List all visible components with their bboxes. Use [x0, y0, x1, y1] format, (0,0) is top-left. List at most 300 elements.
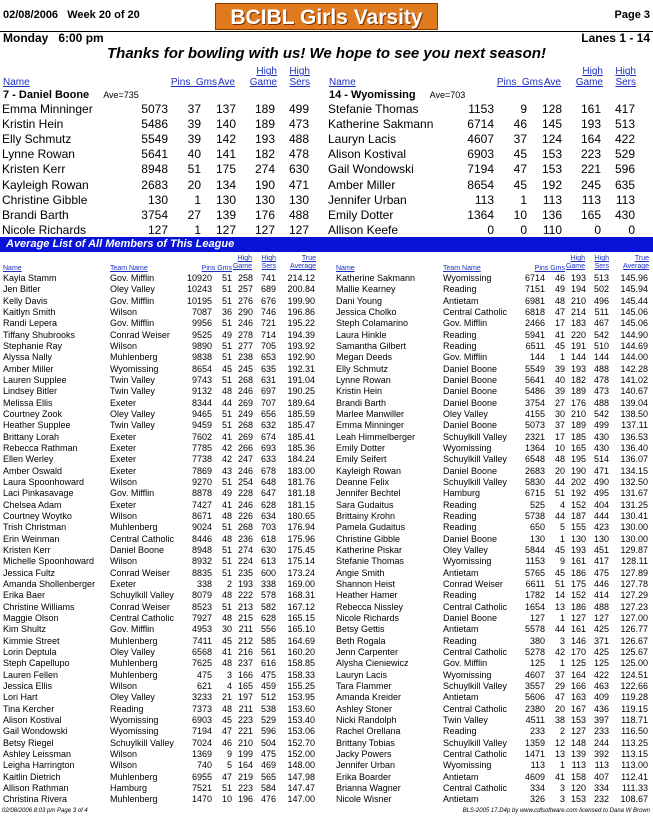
- average-row: [0, 284, 320, 295]
- high-game: 193: [570, 544, 586, 555]
- high-game: 268: [237, 420, 253, 431]
- bowler-name: Christine Gibble: [2, 192, 88, 207]
- true-average: 127.23: [620, 601, 648, 612]
- pins: 6548: [524, 454, 545, 465]
- average-row: [333, 681, 653, 692]
- high-series: 463: [593, 680, 609, 691]
- high-series: 510: [593, 340, 609, 351]
- bowler-name: Nicki Randolph: [336, 714, 397, 725]
- true-average: 169.00: [287, 578, 315, 589]
- average-row: [0, 760, 320, 771]
- bowler-name: Leigha Harrington: [3, 760, 75, 771]
- col-name: Name: [3, 77, 30, 88]
- high-series: 721: [260, 318, 276, 329]
- bowler-name: Kim Shultz: [3, 624, 47, 635]
- team-bowler-row: [326, 117, 652, 132]
- true-average: 145.96: [620, 273, 648, 283]
- high-series: 473: [288, 117, 309, 132]
- high-series: 488: [288, 207, 309, 222]
- high-series: 542: [593, 408, 609, 419]
- high-game: 175: [570, 578, 586, 589]
- games: 1: [559, 658, 565, 669]
- average-row: [333, 545, 653, 556]
- games: 10: [513, 207, 527, 222]
- team-bowler-row: [326, 147, 652, 162]
- high-game: 246: [237, 499, 253, 510]
- bowler-name: Ellen Werley: [3, 454, 54, 465]
- high-game: 213: [237, 601, 253, 612]
- true-average: 185.36: [287, 442, 315, 453]
- bowler-name: Alyssa Nally: [3, 352, 53, 363]
- high-game: 196: [237, 794, 253, 805]
- average-row: [0, 556, 320, 567]
- average: 113: [542, 192, 562, 207]
- bowler-name: Michelle Spoonhoward: [3, 556, 95, 567]
- bowler-name: Lauryn Lacis: [328, 132, 397, 147]
- games: 47: [554, 306, 565, 317]
- games: 49: [221, 488, 232, 499]
- high-game: 189: [254, 117, 275, 132]
- pins: 8671: [191, 510, 212, 521]
- average-row: [0, 420, 320, 431]
- pins: 6903: [191, 714, 212, 725]
- pins: 8344: [191, 397, 212, 408]
- true-average: 136.53: [620, 431, 648, 442]
- high-series: 678: [260, 465, 276, 476]
- team-name: Twin Valley: [110, 420, 155, 431]
- bowler-name: Laura Spoonhoward: [3, 476, 85, 487]
- pins: 7927: [191, 612, 212, 623]
- true-average: 125.00: [620, 658, 648, 669]
- team-name: Daniel Boone: [443, 612, 498, 623]
- high-series: 144: [593, 352, 609, 363]
- games: 27: [554, 397, 565, 408]
- team-bowler-row: [326, 193, 652, 208]
- high-game: 220: [570, 329, 586, 340]
- team-name: Central Catholic: [443, 703, 508, 714]
- pins: 7869: [191, 465, 212, 476]
- average-row: [333, 794, 653, 805]
- average-row: [333, 738, 653, 749]
- high-series: 707: [260, 397, 276, 408]
- team-name: Wilson: [110, 476, 138, 487]
- games: 13: [554, 748, 565, 759]
- average-row: [0, 624, 320, 635]
- team-name: Oley Valley: [110, 284, 155, 295]
- pins: 130: [147, 192, 168, 207]
- team-name: Conrad Weiser: [110, 329, 170, 340]
- high-game: 274: [254, 162, 275, 177]
- games: 45: [513, 177, 527, 192]
- games: 39: [554, 363, 565, 374]
- average-row: [0, 670, 320, 681]
- team-bowler-row: [0, 193, 326, 208]
- true-average: 132.50: [620, 476, 648, 487]
- avg-col-high-sers: High Sers: [594, 255, 609, 270]
- bowler-name: Kaitlin Dietrich: [3, 771, 61, 782]
- bowler-name: Katherine Piskar: [336, 544, 403, 555]
- games: 45: [221, 714, 232, 725]
- true-average: 145.06: [620, 318, 648, 329]
- average: 142: [215, 132, 236, 147]
- team-name: Twin Valley: [110, 386, 155, 397]
- bowler-name: Lauren Fellen: [3, 669, 59, 680]
- pins: 4155: [524, 408, 545, 419]
- games: 48: [221, 533, 232, 544]
- high-game: 190: [570, 465, 586, 476]
- avg-col-high-game: High Game: [232, 255, 252, 270]
- true-average: 127.29: [620, 590, 648, 601]
- games: 51: [221, 352, 232, 363]
- high-game: 158: [570, 771, 586, 782]
- high-game: 163: [570, 692, 586, 703]
- games: 4: [226, 680, 232, 691]
- true-average: 148.00: [287, 760, 315, 771]
- average-row: [0, 500, 320, 511]
- high-game: 249: [237, 408, 253, 419]
- avg-col-team: Team Name: [443, 265, 481, 272]
- high-game: 223: [237, 782, 253, 793]
- games: 44: [554, 624, 565, 635]
- games: 46: [221, 737, 232, 748]
- high-game: 210: [570, 408, 586, 419]
- true-average: 153.60: [287, 703, 315, 714]
- bowler-name: Kristen Kerr: [3, 544, 51, 555]
- team-name: Reading: [443, 340, 477, 351]
- high-series: 529: [614, 147, 635, 162]
- games: 48: [221, 590, 232, 601]
- average-row: [333, 273, 653, 284]
- pins: 9459: [191, 420, 212, 431]
- games: 41: [554, 329, 565, 340]
- high-series: 233: [593, 726, 609, 737]
- high-series: 130: [593, 533, 609, 544]
- games: 51: [221, 408, 232, 419]
- pins: 10243: [186, 284, 212, 295]
- team-name: Muhlenberg: [110, 635, 158, 646]
- high-series: 502: [593, 284, 609, 295]
- bowler-name: Emily Dotter: [328, 207, 394, 222]
- pins: 144: [529, 352, 545, 363]
- pins: 4511: [525, 714, 545, 725]
- true-average: 136.07: [620, 454, 648, 465]
- high-game: 144: [570, 352, 586, 363]
- average-row: [333, 704, 653, 715]
- average-row: [0, 352, 320, 363]
- high-series: 676: [260, 295, 276, 306]
- high-game: 223: [580, 147, 601, 162]
- pins: 475: [196, 669, 212, 680]
- pins: 6955: [191, 771, 212, 782]
- average-row: [0, 488, 320, 499]
- games: 27: [187, 207, 201, 222]
- high-series: 705: [260, 340, 276, 351]
- high-series: 648: [260, 476, 276, 487]
- true-average: 155.25: [287, 680, 315, 691]
- true-average: 176.94: [287, 522, 315, 533]
- bowler-name: Stephanie Ray: [3, 340, 63, 351]
- team-name: Reading: [443, 499, 477, 510]
- team-average: Ave=735: [103, 90, 139, 100]
- high-series: 471: [288, 177, 309, 192]
- high-series: 628: [260, 499, 276, 510]
- games: 40: [187, 147, 201, 162]
- games: 51: [221, 556, 232, 567]
- page-header: [0, 0, 653, 32]
- high-game: 224: [237, 556, 253, 567]
- games: 42: [221, 454, 232, 465]
- pins: 9465: [191, 408, 212, 419]
- team-name: Exeter: [110, 578, 137, 589]
- average-row: [333, 375, 653, 386]
- high-game: 191: [570, 340, 586, 351]
- high-game: 186: [570, 601, 586, 612]
- bowler-name: Courtney Zook: [3, 408, 63, 419]
- bowler-name: Amber Miller: [328, 177, 396, 192]
- average-row: [333, 613, 653, 624]
- pins: 6818: [524, 306, 545, 317]
- team-name: Daniel Boone: [443, 533, 498, 544]
- bowler-name: Melissa Ellis: [3, 397, 53, 408]
- bowler-name: Kristen Kerr: [2, 162, 66, 177]
- high-game: 221: [237, 726, 253, 737]
- true-average: 192.31: [287, 363, 315, 374]
- true-average: 108.67: [620, 794, 648, 805]
- high-game: 161: [580, 102, 601, 116]
- high-game: 246: [237, 318, 253, 329]
- games: 46: [513, 117, 527, 132]
- average-row: [0, 738, 320, 749]
- high-series: 423: [593, 522, 609, 533]
- high-series: 244: [593, 737, 609, 748]
- games: 20: [187, 177, 201, 192]
- pins: 9132: [191, 386, 212, 397]
- pins: 4607: [467, 132, 494, 147]
- bowler-name: Elly Schmutz: [336, 363, 389, 374]
- average-row: [333, 284, 653, 295]
- pins: 6511: [525, 340, 545, 351]
- pins: 7427: [191, 499, 212, 510]
- games: 51: [187, 162, 201, 177]
- high-series: 512: [260, 692, 276, 703]
- true-average: 152.70: [287, 737, 315, 748]
- average-row: [333, 296, 653, 307]
- true-average: 167.12: [287, 601, 315, 612]
- games: 51: [221, 340, 232, 351]
- bowler-name: Gail Wondowski: [328, 162, 414, 177]
- bowler-name: Allison Rathman: [3, 782, 69, 793]
- average-row: [333, 760, 653, 771]
- team-name: Wilson: [110, 680, 138, 691]
- high-series: 459: [260, 680, 276, 691]
- pins: 2683: [524, 465, 545, 476]
- pins: 621: [196, 680, 212, 691]
- pins: 8079: [191, 590, 212, 601]
- average-row: [333, 477, 653, 488]
- high-game: 189: [570, 386, 586, 397]
- team-name: Gov. Mifflin: [110, 295, 155, 306]
- bowler-name: Laura Hinkle: [336, 329, 387, 340]
- pins: 7785: [191, 442, 212, 453]
- bowler-name: Nicole Richards: [2, 222, 87, 237]
- true-average: 131.25: [620, 499, 648, 510]
- pins: 113: [474, 192, 494, 207]
- high-series: 475: [260, 669, 276, 680]
- games: 9: [226, 748, 232, 759]
- high-series: 475: [260, 748, 276, 759]
- team-name: Oley Valley: [110, 646, 155, 657]
- team-name: Wyomissing: [110, 726, 159, 737]
- high-series: 511: [594, 306, 609, 317]
- average-row: [333, 364, 653, 375]
- team-name: Wilson: [110, 556, 138, 567]
- team-bowler-row: [0, 208, 326, 223]
- team-name: Wilson: [110, 510, 138, 521]
- bowler-name: Steph Colamarino: [336, 318, 409, 329]
- pins: 6611: [525, 578, 545, 589]
- high-series: 446: [593, 578, 609, 589]
- bowler-name: Sara Gudaitus: [336, 499, 394, 510]
- high-game: 221: [580, 162, 601, 177]
- high-game: 127: [570, 726, 586, 737]
- team-name: Reading: [443, 510, 477, 521]
- games: 44: [554, 476, 565, 487]
- high-series: 469: [260, 760, 276, 771]
- pins: 338: [196, 578, 212, 589]
- high-game: 192: [570, 488, 586, 499]
- high-game: 120: [570, 782, 586, 793]
- bowler-name: Jennifer Urban: [328, 192, 407, 207]
- high-series: 130: [288, 192, 309, 207]
- bowler-name: Brittany Tobias: [336, 737, 395, 748]
- average-row: [333, 341, 653, 352]
- average-row: [0, 545, 320, 556]
- bowler-name: Lori Hart: [3, 692, 38, 703]
- high-game: 268: [237, 522, 253, 533]
- team-name: Muhlenberg: [110, 352, 158, 363]
- true-average: 137.11: [621, 420, 648, 431]
- team-name: Muhlenberg: [110, 794, 158, 805]
- bowler-name: Kayleigh Rowan: [336, 465, 402, 476]
- bowler-name: Beth Rogala: [336, 635, 386, 646]
- true-average: 164.69: [287, 635, 315, 646]
- pins: 5941: [524, 329, 545, 340]
- pins: 10195: [186, 295, 212, 306]
- games: 3: [559, 794, 565, 805]
- high-series: 113: [594, 760, 609, 771]
- true-average: 134.15: [620, 465, 648, 476]
- high-series: 409: [593, 692, 609, 703]
- games: 38: [554, 714, 565, 725]
- pins: 6903: [467, 147, 494, 162]
- games: 49: [554, 284, 565, 295]
- high-game: 257: [237, 284, 253, 295]
- pins: 127: [529, 612, 545, 623]
- true-average: 191.04: [287, 374, 315, 385]
- high-game: 152: [570, 499, 586, 510]
- pins: 113: [530, 760, 545, 771]
- pins: 10920: [186, 273, 212, 283]
- true-average: 168.31: [287, 590, 315, 601]
- high-series: 689: [260, 284, 276, 295]
- average-row: [333, 330, 653, 341]
- games: 30: [221, 624, 232, 635]
- pins: 1153: [525, 556, 545, 567]
- bowler-name: Erin Weinman: [3, 533, 60, 544]
- high-series: 584: [260, 782, 276, 793]
- average-row: [0, 511, 320, 522]
- high-game: 211: [238, 624, 253, 635]
- games: 42: [554, 646, 565, 657]
- games: 45: [554, 544, 565, 555]
- average-row: [0, 330, 320, 341]
- pins: 7024: [191, 737, 212, 748]
- true-average: 147.98: [287, 771, 315, 782]
- high-series: 542: [593, 329, 609, 340]
- pins: 5765: [524, 567, 545, 578]
- bowler-name: Alysha Cieniewicz: [336, 658, 409, 669]
- true-average: 141.02: [620, 374, 648, 385]
- bowler-name: Kayla Stamm: [3, 273, 57, 283]
- true-average: 116.50: [621, 726, 648, 737]
- games: 44: [221, 397, 232, 408]
- high-series: 499: [288, 102, 309, 116]
- high-series: 674: [260, 431, 276, 442]
- true-average: 199.90: [287, 295, 315, 306]
- team-name: Exeter: [110, 499, 137, 510]
- bowler-name: Megan Deeds: [336, 352, 393, 363]
- average-row: [333, 307, 653, 318]
- average-row: [333, 398, 653, 409]
- team-bowler-row: [0, 178, 326, 193]
- high-series: 371: [593, 635, 609, 646]
- high-game: 226: [237, 510, 253, 521]
- average-row: [0, 681, 320, 692]
- team-name: Reading: [110, 703, 144, 714]
- average-row: [333, 658, 653, 669]
- pins: 9270: [191, 476, 212, 487]
- pins: 130: [529, 533, 545, 544]
- average-row: [333, 726, 653, 737]
- high-series: 582: [260, 601, 276, 612]
- games: 41: [221, 646, 232, 657]
- true-average: 126.67: [620, 635, 648, 646]
- pins: 7194: [467, 162, 494, 177]
- games: 10: [221, 794, 232, 805]
- high-series: 632: [260, 420, 276, 431]
- true-average: 147.00: [287, 794, 315, 805]
- average: 127: [215, 222, 236, 237]
- average-row: [0, 783, 320, 794]
- true-average: 139.04: [620, 397, 648, 408]
- average-row: [0, 318, 320, 329]
- average: 153: [541, 147, 562, 162]
- high-series: 538: [260, 703, 276, 714]
- average-row: [0, 477, 320, 488]
- team-name: Exeter: [110, 442, 137, 453]
- bowler-name: Allison Keefe: [328, 222, 399, 237]
- high-series: 513: [614, 117, 635, 132]
- bowler-name: Katherine Sakmann: [328, 117, 434, 132]
- true-average: 165.10: [287, 624, 315, 635]
- pins: 9024: [191, 522, 212, 533]
- pins: 5738: [524, 510, 545, 521]
- true-average: 127.78: [620, 578, 648, 589]
- high-game: 247: [237, 454, 253, 465]
- high-series: 334: [593, 782, 609, 793]
- games: 0: [520, 222, 527, 237]
- average-row: [0, 386, 320, 397]
